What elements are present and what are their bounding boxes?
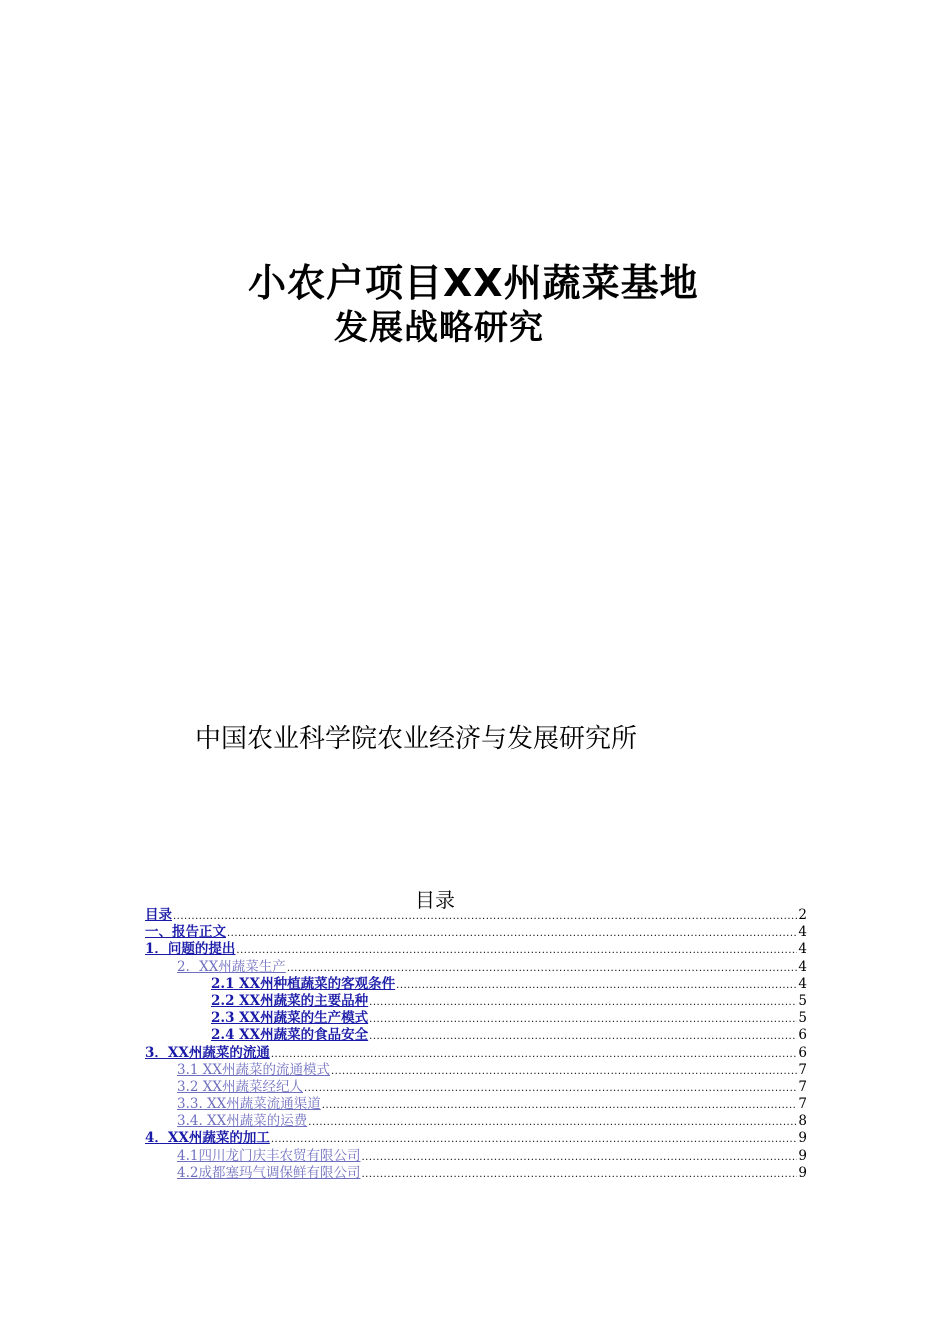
institute-name: 中国农业科学院农业经济与发展研究所 xyxy=(195,724,638,754)
toc-entry-link[interactable]: 目录 xyxy=(145,907,172,923)
toc-dot-leader xyxy=(271,1131,798,1148)
toc-entry-link[interactable]: 2.1 XX州种植蔬菜的客观条件 xyxy=(211,975,396,992)
toc-page-number: 4 xyxy=(798,924,807,941)
toc-entry[interactable] xyxy=(145,1045,807,1062)
toc-entry-link[interactable]: 4．XX州蔬菜的加工 xyxy=(145,1130,270,1147)
toc-dot-leader xyxy=(369,1028,797,1045)
toc-page-number: 4 xyxy=(798,975,807,992)
toc-page-number: 6 xyxy=(798,1027,807,1044)
toc-entry-link[interactable]: 一、报告正文 xyxy=(145,924,226,941)
toc-page-number: 7 xyxy=(798,1061,807,1078)
toc-entry[interactable] xyxy=(145,1113,807,1130)
toc-entry[interactable] xyxy=(145,907,807,924)
toc-dot-leader xyxy=(227,925,797,942)
toc-dot-leader xyxy=(361,1166,797,1183)
toc-page-number: 5 xyxy=(798,992,807,1009)
toc-page-number: 2 xyxy=(798,907,807,923)
toc-entry-link[interactable]: 2．XX州蔬菜生产 xyxy=(177,958,286,975)
toc-page-number: 8 xyxy=(798,1113,807,1130)
toc-entry-link[interactable]: 4.2成都塞玛气调保鲜有限公司 xyxy=(177,1164,361,1181)
toc-dot-leader xyxy=(369,1011,797,1028)
toc-page-number: 7 xyxy=(798,1078,807,1095)
toc-page-number: 9 xyxy=(798,1164,807,1181)
toc-entry[interactable] xyxy=(145,1062,807,1079)
toc-entry-link[interactable]: 2.2 XX州蔬菜的主要品种 xyxy=(211,992,369,1009)
document-title-line-1: 小农户项目XX州蔬菜基地 xyxy=(248,261,699,305)
toc-entry[interactable] xyxy=(145,1079,807,1096)
toc-heading: 目录 xyxy=(415,888,455,912)
toc-entry-link[interactable]: 3.3. XX州蔬菜流通渠道 xyxy=(177,1096,321,1113)
toc-dot-leader xyxy=(304,1080,797,1097)
toc-page-number: 5 xyxy=(798,1010,807,1027)
toc-page-number: 4 xyxy=(798,941,807,958)
toc-dot-leader xyxy=(308,1114,797,1131)
toc-dot-leader xyxy=(236,942,797,959)
toc-entry[interactable] xyxy=(145,924,807,941)
table-of-contents xyxy=(145,907,807,1182)
toc-entry-link[interactable]: 3.2 XX州蔬菜经纪人 xyxy=(177,1078,303,1095)
toc-dot-leader xyxy=(322,1097,798,1114)
toc-entry[interactable] xyxy=(145,1130,807,1147)
toc-entry-link[interactable]: 2.3 XX州蔬菜的生产模式 xyxy=(211,1010,369,1027)
toc-entry[interactable] xyxy=(145,1027,807,1044)
toc-dot-leader xyxy=(331,1063,797,1080)
toc-entry-link[interactable]: 2.4 XX州蔬菜的食品安全 xyxy=(211,1027,369,1044)
toc-page-number: 9 xyxy=(798,1147,807,1164)
toc-entry[interactable] xyxy=(145,959,807,976)
toc-entry[interactable] xyxy=(145,993,807,1010)
toc-dot-leader xyxy=(396,977,797,994)
toc-entry-link[interactable]: 3.1 XX州蔬菜的流通模式 xyxy=(177,1061,330,1078)
toc-entry[interactable] xyxy=(145,1148,807,1165)
toc-entry[interactable] xyxy=(145,1010,807,1027)
toc-dot-leader xyxy=(369,994,797,1011)
toc-dot-leader xyxy=(173,908,797,925)
toc-entry-link[interactable]: 3．XX州蔬菜的流通 xyxy=(145,1044,270,1061)
toc-entry-link[interactable]: 1．问题的提出 xyxy=(145,941,236,958)
toc-dot-leader xyxy=(287,960,798,977)
toc-page-number: 6 xyxy=(798,1044,807,1061)
document-title-line-2: 发展战略研究 xyxy=(334,308,544,348)
toc-entry[interactable] xyxy=(145,941,807,958)
toc-entry[interactable] xyxy=(145,1165,807,1182)
toc-page-number: 7 xyxy=(798,1096,807,1113)
toc-page-number: 4 xyxy=(798,958,807,975)
toc-entry[interactable] xyxy=(145,976,807,993)
toc-entry-link[interactable]: 4.1四川龙门庆丰农贸有限公司 xyxy=(177,1147,361,1164)
toc-page-number: 9 xyxy=(798,1130,807,1147)
toc-entry[interactable] xyxy=(145,1096,807,1113)
toc-entry-link[interactable]: 3.4. XX州蔬菜的运费 xyxy=(177,1113,308,1130)
toc-dot-leader xyxy=(271,1046,798,1063)
toc-dot-leader xyxy=(361,1149,797,1166)
